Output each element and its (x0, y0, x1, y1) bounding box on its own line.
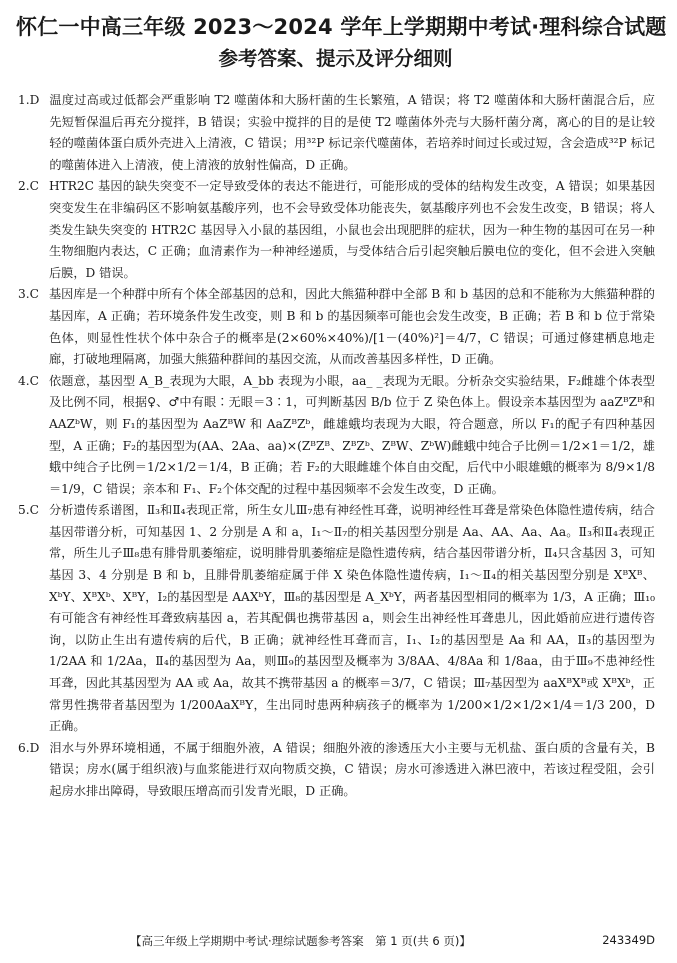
item-explanation: 分析遗传系谱图，Ⅱ₃和Ⅱ₄表现正常，所生女儿Ⅲ₇患有神经性耳聋，说明神经性耳聋是常染色体隐性遗传病，结合基因带谱分析，可知基因 1、2 分别是 A 和 a，Ⅰ₁～Ⅱ₇的相关基因型分别是 Aa、AA、Aa、Aa。Ⅱ₃和Ⅱ₄表现正常，所生儿子Ⅲ₈患有腓骨肌萎缩症，说明腓骨肌萎缩症是隐性遗传病，结合基因带谱分析，Ⅱ₄只含基因 3，可知基因 3、4 分别是 B 和 b，且腓骨肌萎缩症属于伴 X 染色体隐性遗传病，Ⅰ₁～Ⅱ₄的相关基因型分别是 XᴮXᴮ、XᵇY、XᴮXᵇ、XᴮY，Ⅰ₂的基因型是 AAXᵇY，Ⅲ₈的基因型是 A_XᵇY，两者基因型相同的概率为 1/3，A 正确；Ⅲ₁₀有可能含有神经性耳聋致病基因 a，若其配偶也携带基因 a，则会生出神经性耳聋患儿，因此婚前应进行遗传咨询，以防止生出有遗传病的后代，B 正确；就神经性耳聋而言，Ⅰ₁、Ⅰ₂的基因型是 Aa 和 AA，Ⅱ₃的基因型为 1/2AA 和 1/2Aa，Ⅱ₄的基因型为 Aa，则Ⅲ₉的基因型及概率为 3/8AA、4/8Aa 和 1/8aa，由于Ⅲ₉不患神经性耳聋，因此其基因型为 AA 或 Aa，故其不携带基因 a 的概率＝3/7，C 错误；Ⅲ₇基因型为 aaXᴮXᴮ或 XᴮXᵇ，正常男性携带者基因型为 1/200AaXᴮY，生出同时患两种病孩子的概率为 1/200×1/2×1/2×1/4＝1/3 200，D 正确。 (48, 503, 655, 734)
item-explanation: 泪水与外界环境相通，不属于细胞外液，A 错误；细胞外液的渗透压大小主要与无机盐、蛋白质的含量有关，B 错误；房水(属于组织液)与血浆能进行双向物质交换，C 错误；房水可渗透进入淋巴液中，若该过程受阻，会引起房水排出障碍，导致眼压增高而引发青光眼，D 正确。 (49, 740, 655, 798)
answer-item-6 (16, 738, 655, 803)
footer-page-info: 【高三年级上学期期中考试·理综试题参考答案 第 1 页(共 6 页)】 (130, 934, 471, 948)
item-explanation: HTR2C 基因的缺失突变不一定导致受体的表达不能进行，可能形成的受体的结构发生改变，A 错误；如果基因突变发生在非编码区不影响氨基酸序列，也不会导致受体功能丧失，氨基酸序列也不会发生改变，B 错误；将人类发生缺失突变的 HTR2C 基因导入小鼠的基因组，小鼠也会出现肥胖的症状，因为一种生物的基因可在另一种生物细胞内表达，C 正确；血清素作为一种神经递质，与受体结合后引起突触后膜电位的变化，但不会进入突触后膜，D 错误。 (48, 179, 655, 280)
document-title: 怀仁一中高三年级 2023～2024 学年上学期期中考试·理科综合试题 (16, 15, 667, 39)
item-answer: D (29, 740, 40, 755)
item-number: 1.D (18, 93, 40, 107)
item-answer: C (29, 373, 39, 388)
item-explanation: 依题意，基因型 A_B_表现为大眼，A_bb 表现为小眼，aa_ _表现为无眼。分析杂交实验结果，F₂雌雄个体表型及比例不同，根据♀、♂中有眼∶无眼＝3∶1，可判断基因 B/b 位于 Z 染色体上。假设亲本基因型为 aaZᴮZᴮ和 AAZᵇW，则 F₁的基因型为 AaZᴮW 和 AaZᴮZᵇ，雌雄蛾均表现为大眼，符合题意，所以 F₁的配子有四种基因型，A 正确；F₂的基因型为(AA、2Aa、aa)×(ZᴮZᴮ、ZᴮZᵇ、ZᴮW、ZᵇW)雌蛾中纯合子比例＝1/2×1＝1/2，雄蛾中纯合子比例＝1/2×1/2＝1/4，B 正确；若 F₂的大眼雌雄个体自由交配，后代中小眼雄蛾的概率为 8/9×1/8＝1/9，C 错误；亲本和 F₁、F₂个体交配的过程中基因频率不会发生改变，D 正确。 (48, 373, 655, 496)
item-explanation: 温度过高或过低都会严重影响 T2 噬菌体和大肠杆菌的生长繁殖，A 错误；将 T2 噬菌体和大肠杆菌混合后，应先短暂保温后再充分搅拌，B 错误；实验中搅拌的目的是使 T2 噬菌体外壳与大肠杆菌分离，离心的目的是让较轻的噬菌体蛋白质外壳进入上清液，C 错误；用³²P 标记亲代噬菌体，若培养时间过长或过短，含会造成³²P 标记的噬菌体进入上清液，使上清液的放射性偏高，D 正确。 (49, 93, 655, 172)
item-answer: D (29, 93, 40, 107)
item-number: 6.D (18, 740, 40, 755)
answer-item-5 (16, 500, 655, 738)
answer-item-1 (16, 90, 655, 176)
document-subtitle: 参考答案、提示及评分细则 (218, 47, 453, 70)
answer-list (16, 90, 655, 803)
answer-item-3 (16, 284, 655, 370)
footer-doc-code: 243349D (602, 933, 655, 947)
item-answer: C (29, 179, 39, 194)
item-number: 4.C (18, 373, 39, 388)
item-answer: C (29, 287, 39, 302)
item-answer: C (29, 503, 39, 518)
answer-item-2 (16, 176, 655, 284)
item-explanation: 基因库是一个种群中所有个体全部基因的总和，因此大熊猫种群中全部 B 和 b 基因的总和不能称为大熊猫种群的基因库，A 正确；若环境条件发生改变，则 B 和 b 的基因频率可能也会发生改变，B 正确；若 B 和 b 位于常染色体，则显性性状个体中杂合子的概率是(2×60%×40%)/[1－(40%)²]＝4/7，C 错误；可通过修建栖息地走廊，打破地理隔离，加强大熊猫种群间的基因交流，从而改善基因多样性，D 正确。 (48, 287, 655, 367)
item-number: 3.C (18, 287, 39, 302)
answer-item-4 (16, 371, 655, 501)
item-number: 5.C (18, 503, 39, 518)
item-number: 2.C (18, 179, 39, 194)
